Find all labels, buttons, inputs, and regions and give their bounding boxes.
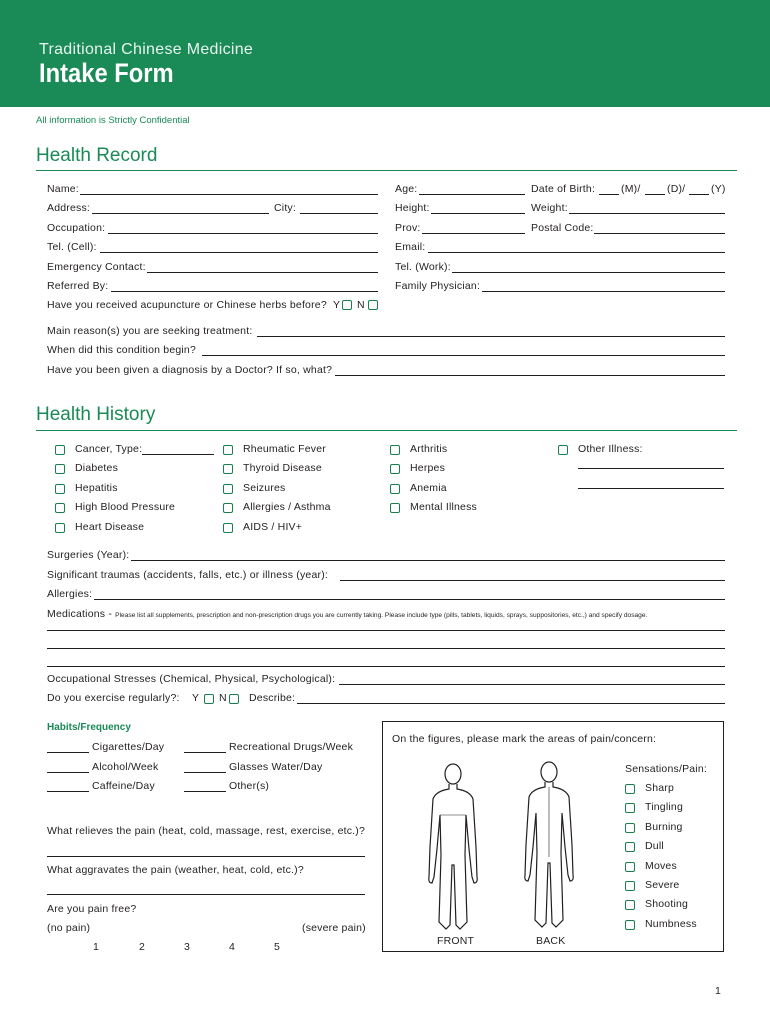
cancer-label: Cancer, Type:: [75, 443, 143, 455]
occupation-field[interactable]: [108, 233, 378, 234]
hepatitis-label: Hepatitis: [75, 482, 118, 494]
sensation-burning-label: Burning: [645, 821, 683, 833]
dob-day-field[interactable]: [645, 194, 665, 195]
medications-field[interactable]: [47, 648, 725, 649]
sensation-severe-checkbox[interactable]: [625, 881, 635, 891]
mental-illness-label: Mental Illness: [410, 501, 477, 513]
rheumatic-fever-checkbox[interactable]: [223, 445, 233, 455]
referred-by-label: Referred By:: [47, 280, 109, 292]
allergies-field[interactable]: [94, 599, 725, 600]
prov-field[interactable]: [422, 233, 525, 234]
occupational-stresses-field[interactable]: [339, 684, 725, 685]
anemia-checkbox[interactable]: [390, 484, 400, 494]
medications-note: Please list all supplements, prescription and non-prescription drugs you are currently taking. Please include type (pills, tablets, liquids, sprays, suppositories, etc.,) and specify dosage.: [115, 612, 648, 619]
exercise-yes-label: Y: [192, 692, 200, 704]
tel-cell-field[interactable]: [100, 252, 378, 253]
sensation-dull-checkbox[interactable]: [625, 842, 635, 852]
habit-label: Cigarettes/Day: [92, 741, 165, 753]
diagnosis-label: Have you been given a diagnosis by a Doctor? If so, what?: [47, 364, 333, 376]
sensation-burning-checkbox[interactable]: [625, 823, 635, 833]
heart-disease-label: Heart Disease: [75, 521, 145, 533]
acupuncture-yes-label: Y: [333, 299, 341, 311]
height-field[interactable]: [431, 213, 525, 214]
traumas-field[interactable]: [340, 580, 725, 581]
habit-field[interactable]: [47, 791, 89, 792]
sensations-title: Sensations/Pain:: [625, 763, 708, 775]
habit-field[interactable]: [184, 791, 226, 792]
allergies-asthma-label: Allergies / Asthma: [243, 501, 331, 513]
describe-field[interactable]: [297, 703, 725, 704]
habit-field[interactable]: [47, 772, 89, 773]
emergency-contact-label: Emergency Contact:: [47, 261, 146, 273]
arthritis-label: Arthritis: [410, 443, 448, 455]
dob-year-field[interactable]: [689, 194, 709, 195]
medications-field[interactable]: [47, 630, 725, 631]
exercise-yes-checkbox[interactable]: [204, 694, 214, 704]
pain-relieves-field[interactable]: [47, 856, 365, 857]
pain-scale-3[interactable]: 3: [184, 941, 191, 953]
thyroid-disease-label: Thyroid Disease: [243, 462, 322, 474]
sensation-moves-label: Moves: [645, 860, 677, 872]
seizures-checkbox[interactable]: [223, 484, 233, 494]
acupuncture-yes-checkbox[interactable]: [342, 300, 352, 310]
sensation-moves-checkbox[interactable]: [625, 862, 635, 872]
section-title-health-record: Health Record: [36, 145, 158, 166]
pain-scale-2[interactable]: 2: [139, 941, 146, 953]
pain-aggravates-field[interactable]: [47, 894, 365, 895]
pain-scale-4[interactable]: 4: [229, 941, 236, 953]
address-label: Address:: [47, 202, 91, 214]
exercise-no-checkbox[interactable]: [229, 694, 239, 704]
other-illness-field[interactable]: [578, 468, 724, 469]
page-number: 1: [715, 985, 722, 997]
allergies-asthma-checkbox[interactable]: [223, 503, 233, 513]
name-label: Name:: [47, 183, 79, 195]
acupuncture-no-checkbox[interactable]: [368, 300, 378, 310]
occupation-label: Occupation:: [47, 222, 106, 234]
sensation-tingling-label: Tingling: [645, 801, 683, 813]
back-figure: [525, 762, 573, 927]
pain-relieves-label: What relieves the pain (heat, cold, massage, rest, exercise, etc.)?: [47, 825, 366, 837]
habit-field[interactable]: [184, 752, 226, 753]
mental-illness-checkbox[interactable]: [390, 503, 400, 513]
tel-cell-label: Tel. (Cell):: [47, 241, 97, 253]
habits-title: Habits/Frequency: [47, 722, 131, 733]
severe-pain-label: (severe pain): [302, 922, 366, 934]
medications-label: [47, 608, 647, 622]
habit-label: Alcohol/Week: [92, 761, 159, 773]
aids-hiv-label: AIDS / HIV+: [243, 521, 303, 533]
weight-label: Weight:: [531, 202, 568, 214]
dob-day-unit: (D)/: [667, 183, 686, 195]
sensation-shooting-checkbox[interactable]: [625, 900, 635, 910]
tel-work-label: Tel. (Work):: [395, 261, 451, 273]
family-physician-field[interactable]: [482, 291, 725, 292]
diagnosis-field[interactable]: [335, 375, 725, 376]
diabetes-label: Diabetes: [75, 462, 119, 474]
describe-label: Describe:: [249, 692, 296, 704]
traumas-label: Significant traumas (accidents, falls, etc.) or illness (year):: [47, 569, 329, 581]
sensation-sharp-label: Sharp: [645, 782, 675, 794]
medications-title: Medications -: [47, 608, 113, 620]
occupational-stresses-label: Occupational Stresses (Chemical, Physical, Psychological):: [47, 673, 336, 685]
body-figures[interactable]: [424, 757, 574, 937]
seizures-label: Seizures: [243, 482, 286, 494]
cancer-checkbox[interactable]: [55, 445, 65, 455]
form-subtitle: Traditional Chinese Medicine: [39, 41, 254, 58]
city-field[interactable]: [300, 213, 378, 214]
condition-begin-field[interactable]: [202, 355, 725, 356]
other-illness-field[interactable]: [578, 488, 724, 489]
height-label: Height:: [395, 202, 430, 214]
arthritis-checkbox[interactable]: [390, 445, 400, 455]
dob-month-field[interactable]: [599, 194, 619, 195]
diabetes-checkbox[interactable]: [55, 464, 65, 474]
medications-field[interactable]: [47, 666, 725, 667]
city-label: City:: [274, 202, 296, 214]
habit-field[interactable]: [184, 772, 226, 773]
prov-label: Prov:: [395, 222, 421, 234]
surgeries-label: Surgeries (Year):: [47, 549, 130, 561]
section-rule: [36, 430, 737, 431]
other-illness-checkbox[interactable]: [558, 445, 568, 455]
main-reason-label: Main reason(s) you are seeking treatment:: [47, 325, 253, 337]
family-physician-label: Family Physician:: [395, 280, 481, 292]
anemia-label: Anemia: [410, 482, 447, 494]
form-title: Intake Form: [39, 58, 174, 88]
sensation-shooting-label: Shooting: [645, 898, 689, 910]
exercise-label: Do you exercise regularly?:: [47, 692, 180, 704]
figures-instruction: On the figures, please mark the areas of pain/concern:: [392, 733, 657, 745]
header-band: [0, 0, 770, 107]
acupuncture-no-label: N: [357, 299, 365, 311]
section-title-health-history: Health History: [36, 404, 156, 425]
pain-scale-5[interactable]: 5: [274, 941, 281, 953]
high-blood-pressure-label: High Blood Pressure: [75, 501, 176, 513]
aids-hiv-checkbox[interactable]: [223, 523, 233, 533]
weight-field[interactable]: [569, 213, 725, 214]
postal-code-label: Postal Code:: [531, 222, 594, 234]
high-blood-pressure-checkbox[interactable]: [55, 503, 65, 513]
front-figure: [429, 764, 477, 929]
acupuncture-question: Have you received acupuncture or Chinese herbs before?: [47, 299, 327, 311]
hepatitis-checkbox[interactable]: [55, 484, 65, 494]
dob-label: Date of Birth:: [531, 183, 596, 195]
thyroid-disease-checkbox[interactable]: [223, 464, 233, 474]
habit-label: Recreational Drugs/Week: [229, 741, 354, 753]
dob-year-unit: (Y): [711, 183, 726, 195]
email-field[interactable]: [428, 252, 725, 253]
condition-begin-label: When did this condition begin?: [47, 344, 197, 356]
sensation-numbness-checkbox[interactable]: [625, 920, 635, 930]
front-label: FRONT: [437, 935, 475, 947]
surgeries-field[interactable]: [131, 560, 725, 561]
dob-month-unit: (M)/: [621, 183, 641, 195]
tel-work-field[interactable]: [452, 272, 725, 273]
address-field[interactable]: [92, 213, 269, 214]
pain-aggravates-label: What aggravates the pain (weather, heat, cold, etc.)?: [47, 864, 304, 876]
sensation-severe-label: Severe: [645, 879, 680, 891]
habit-field[interactable]: [47, 752, 89, 753]
habit-label: Glasses Water/Day: [229, 761, 323, 773]
section-rule: [36, 170, 737, 171]
cancer-type-field[interactable]: [142, 454, 214, 455]
no-pain-label: (no pain): [47, 922, 91, 934]
age-field[interactable]: [419, 194, 525, 195]
herpes-checkbox[interactable]: [390, 464, 400, 474]
back-label: BACK: [536, 935, 566, 947]
name-field[interactable]: [80, 194, 378, 195]
pain-free-label: Are you pain free?: [47, 903, 137, 915]
pain-scale-1[interactable]: 1: [93, 941, 100, 953]
referred-by-field[interactable]: [111, 291, 378, 292]
rheumatic-fever-label: Rheumatic Fever: [243, 443, 326, 455]
email-label: Email:: [395, 241, 426, 253]
habit-label: Other(s): [229, 780, 270, 792]
herpes-label: Herpes: [410, 462, 446, 474]
age-label: Age:: [395, 183, 418, 195]
main-reason-field[interactable]: [257, 336, 725, 337]
emergency-contact-field[interactable]: [147, 272, 378, 273]
other-illness-label: Other Illness:: [578, 443, 643, 455]
sensation-numbness-label: Numbness: [645, 918, 697, 930]
sensation-dull-label: Dull: [645, 840, 664, 852]
habit-label: Caffeine/Day: [92, 780, 155, 792]
sensation-sharp-checkbox[interactable]: [625, 784, 635, 794]
confidential-notice: All information is Strictly Confidential: [36, 115, 190, 126]
heart-disease-checkbox[interactable]: [55, 523, 65, 533]
allergies-label: Allergies:: [47, 588, 93, 600]
sensation-tingling-checkbox[interactable]: [625, 803, 635, 813]
postal-code-field[interactable]: [594, 233, 725, 234]
exercise-no-label: N: [219, 692, 227, 704]
